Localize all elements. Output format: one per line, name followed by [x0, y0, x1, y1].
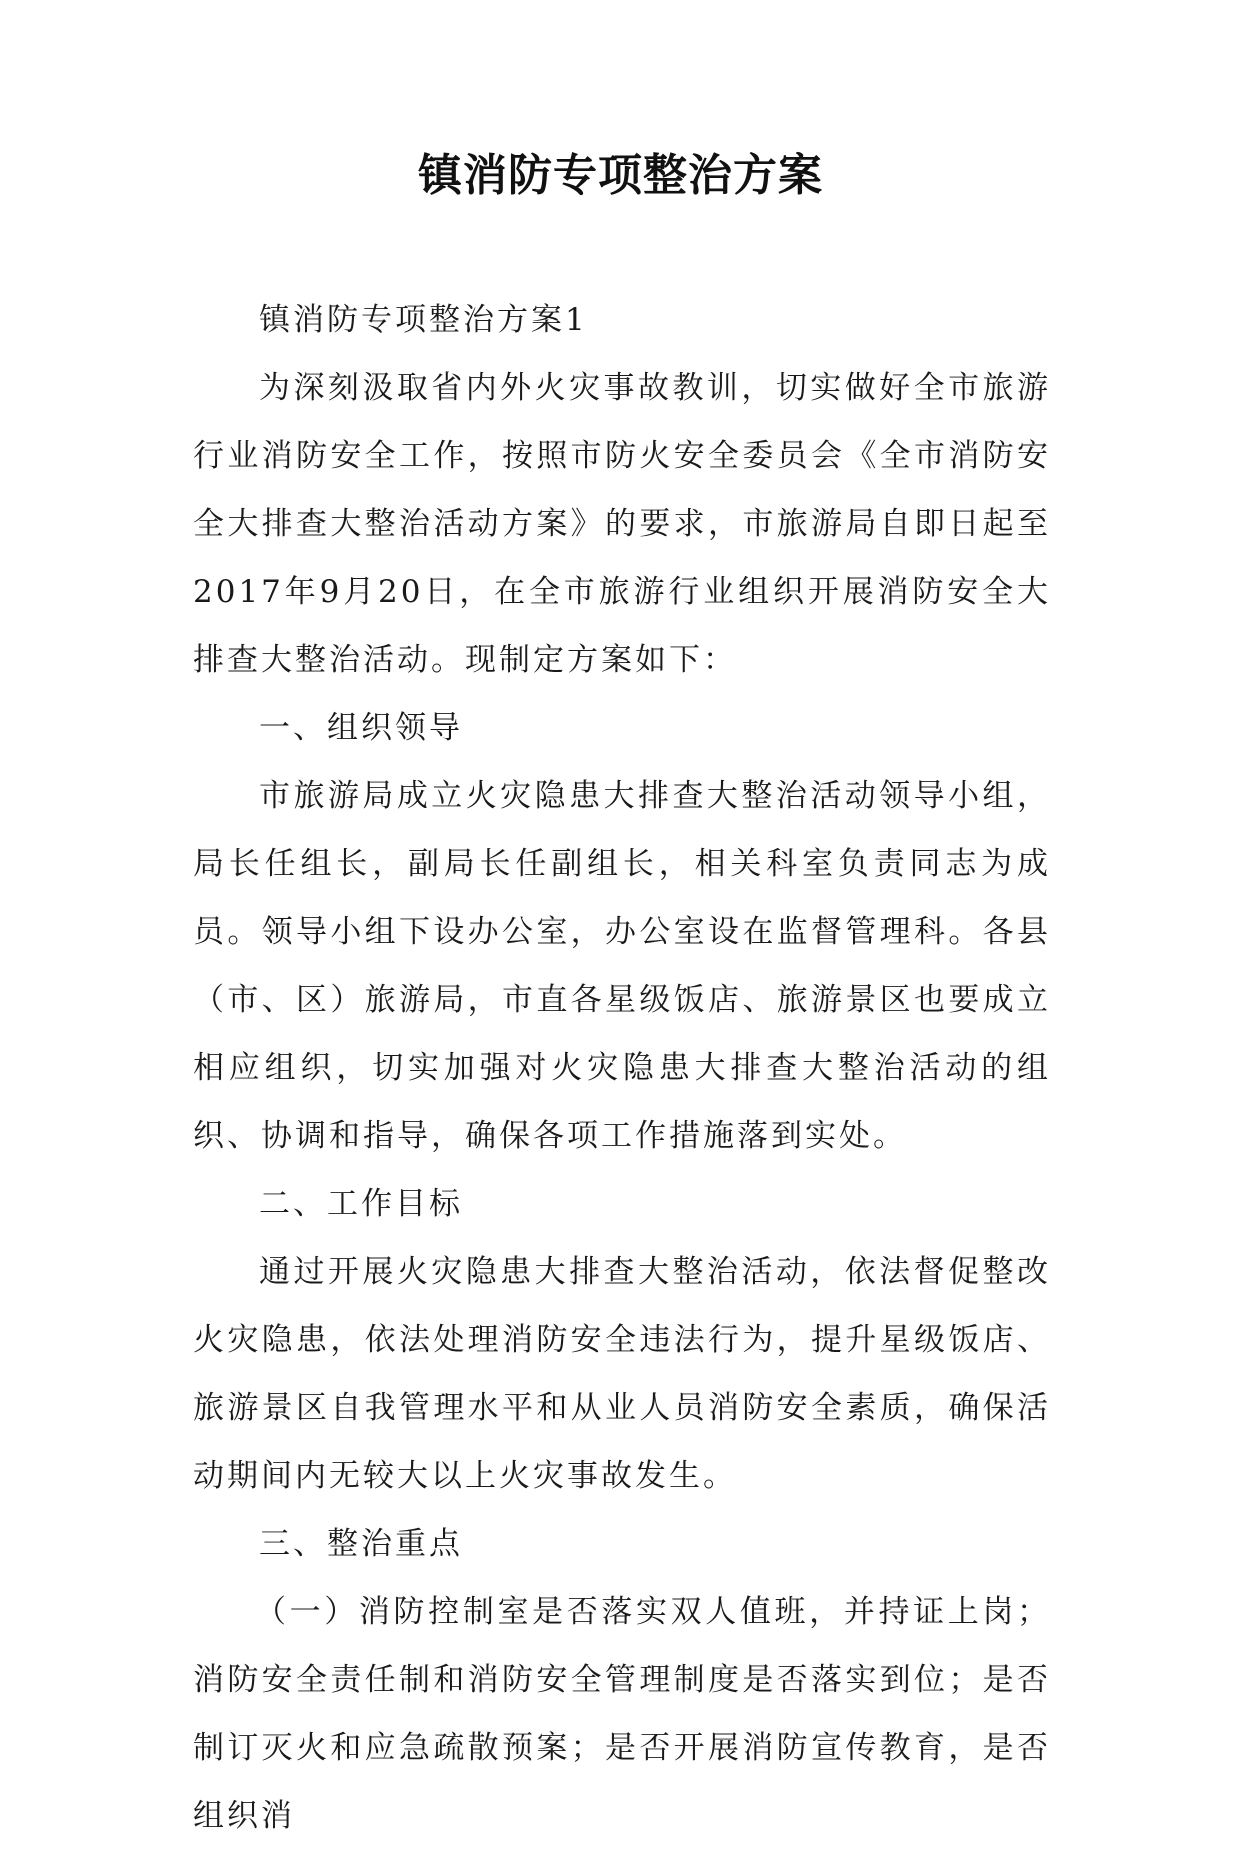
subtitle-paragraph: 镇消防专项整治方案1 [259, 302, 588, 338]
section-heading-focus: 三、整治重点 [259, 1526, 463, 1562]
document-body [193, 286, 1051, 1850]
goals-paragraph: 通过开展火灾隐患大排查大整治活动，依法督促整改火灾隐患，依法处理消防安全违法行为，提升星级饭店、旅游景区自我管理水平和从业人员消防安全素质，确保活动期间内无较大以上火灾事故发生。 [193, 1254, 1051, 1494]
document-title: 镇消防专项整治方案 [418, 150, 823, 201]
section-heading-goals: 二、工作目标 [259, 1186, 463, 1222]
focus-item-paragraph: （一）消防控制室是否落实双人值班，并持证上岗；消防安全责任制和消防安全管理制度是否落实到位；是否制订灭火和应急疏散预案；是否开展消防宣传教育，是否组织消 [193, 1594, 1051, 1834]
section-heading-organization: 一、组织领导 [259, 710, 463, 746]
intro-paragraph: 为深刻汲取省内外火灾事故教训，切实做好全市旅游行业消防安全工作，按照市防火安全委员会《全市消防安全大排查大整治活动方案》的要求，市旅游局自即日起至2017年9月20日，在全市旅游行业组织开展消防安全大排查大整治活动。现制定方案如下： [193, 370, 1051, 678]
organization-paragraph: 市旅游局成立火灾隐患大排查大整治活动领导小组，局长任组长，副局长任副组长，相关科室负责同志为成员。领导小组下设办公室，办公室设在监督管理科。各县（市、区）旅游局，市直各星级饭店、旅游景区也要成立相应组织，切实加强对火灾隐患大排查大整治活动的组织、协调和指导，确保各项工作措施落到实处。 [193, 778, 1051, 1154]
